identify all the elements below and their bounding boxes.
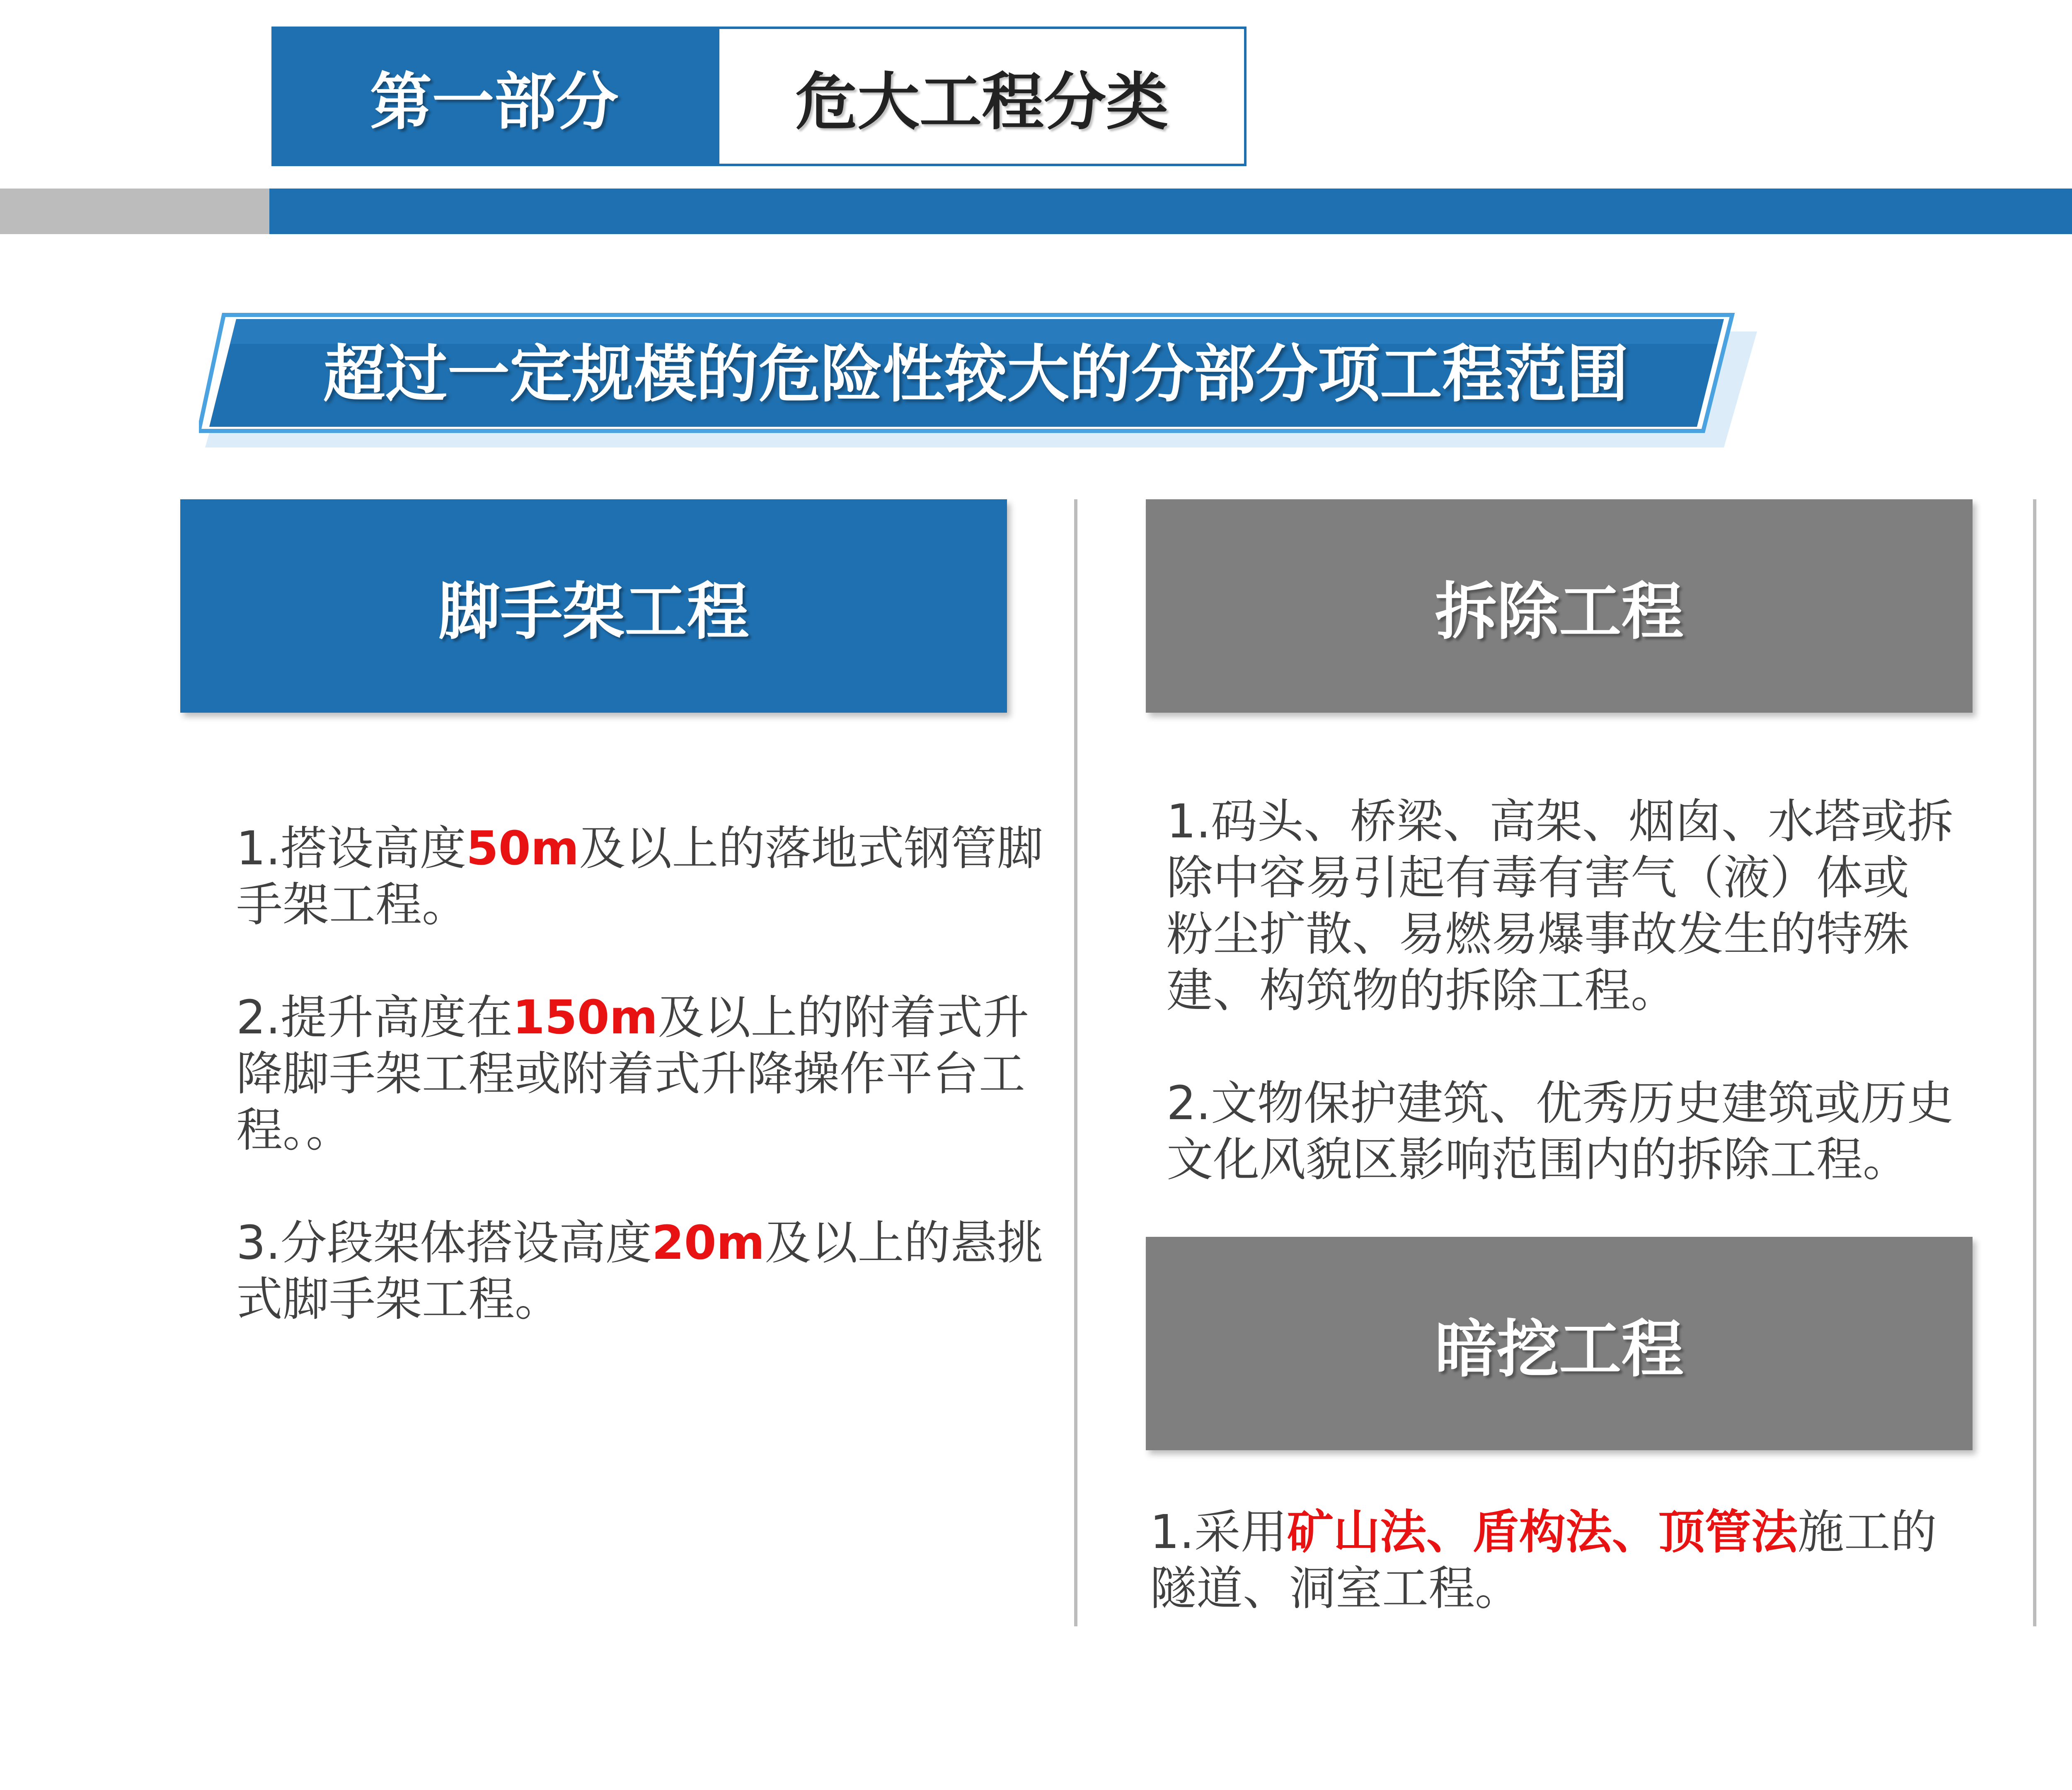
list-item (236, 989, 1048, 1159)
column-divider (2033, 499, 2036, 1626)
item-text: 及以上的附着式升降脚手架工程或附着式升降操作平台工程。。 (236, 991, 1029, 1157)
banner-title: 超过一定规模的危险性较大的分部分项工程范围 (323, 339, 1629, 411)
item-text: 及以上的落地式钢管脚手架工程。 (236, 822, 1043, 932)
header-band-gray (0, 189, 269, 234)
list-item (1167, 793, 1954, 1019)
item-text: 1.采用 (1150, 1505, 1287, 1559)
item-highlight: 矿山法、盾构法、顶管法 (1287, 1505, 1798, 1559)
header-band-blue (269, 189, 2072, 234)
scaffold-list (236, 820, 1048, 1328)
item-text: 及以上的悬挑式脚手架工程。 (236, 1216, 1043, 1326)
section-number-tab: 第一部分 (271, 27, 717, 166)
list-item (236, 820, 1048, 933)
item-text: 1.码头、桥梁、高架、烟囱、水塔或拆除中容易引起有毒有害气（液）体或粉尘扩散、易燃易爆事故发生的特殊建、构筑物的拆除工程。 (1167, 795, 1953, 1018)
list-item (1150, 1504, 1937, 1617)
list-item (236, 1215, 1048, 1328)
item-text: 2.提升高度在 (236, 991, 513, 1045)
scope-banner (199, 307, 1757, 448)
demolition-heading: 拆除工程 (1146, 499, 1973, 713)
item-highlight: 20m (651, 1216, 765, 1270)
item-text: 1.搭设高度 (236, 822, 466, 876)
item-text: 3.分段架体搭设高度 (236, 1216, 652, 1270)
tunnel-heading: 暗挖工程 (1146, 1237, 1973, 1450)
section-title-tab: 危大工程分类 (717, 27, 1247, 166)
list-item (1167, 1075, 1954, 1188)
column-divider (1074, 499, 1077, 1626)
item-text: 2.文物保护建筑、优秀历史建筑或历史文化风貌区影响范围内的拆除工程。 (1167, 1076, 1953, 1187)
item-highlight: 50m (466, 822, 579, 876)
scaffold-heading: 脚手架工程 (180, 499, 1007, 713)
item-highlight: 150m (512, 991, 658, 1045)
item-text: 施工的隧道、洞室工程。 (1150, 1505, 1937, 1616)
tunnel-list (1150, 1504, 1937, 1617)
demolition-list (1167, 793, 1954, 1188)
